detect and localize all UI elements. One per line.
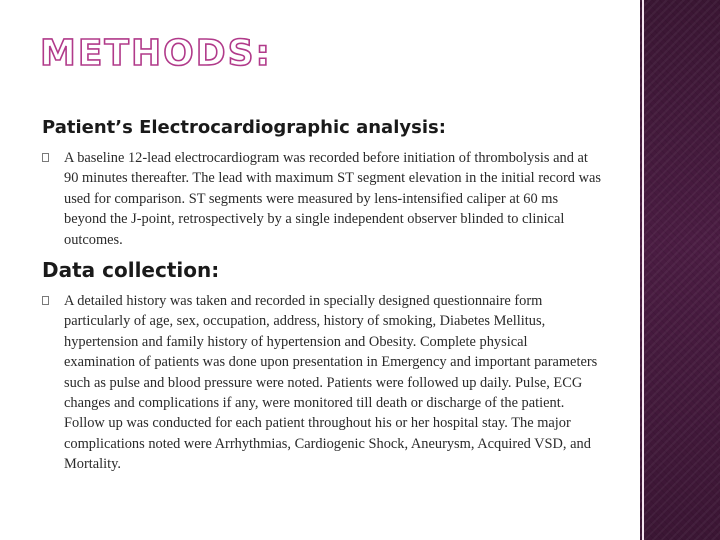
- section-heading-ecg-analysis: Patient’s Electrocardiographic analysis:: [42, 117, 446, 138]
- bullet-item-data-collection: [42, 291, 602, 475]
- bullet-text: A detailed history was taken and recorded in specially designed questionnaire form particularly of age, sex, occupation, address, history of smoking, Diabetes Mellitus, hypertension and family history of hypertension and Obesity. Complete physical examination of patients was done upon presentation in Emergency and important parameters such as pulse and blood pressure were noted. Patients were followed up daily. Pulse, ECG changes and complications if any, were monitored till death or discharge of the patient. Follow up was conducted for each patient throughout his or her hospital stay. The major complications noted were Arrhythmias, Cardiogenic Shock, Aneurysm, Acquired VSD, and Mortality.: [64, 293, 598, 473]
- decorative-side-panel: [640, 0, 720, 540]
- section-heading-data-collection: Data collection:: [42, 258, 220, 282]
- bullet-text: A baseline 12-lead electrocardiogram was recorded before initiation of thrombolysis and at 90 minutes thereafter. The lead with maximum ST segment elevation in the initial record was used for comparison. ST segments were measured by lens-intensified caliper at 60 ms beyond the J-point, retrospectively by a single independent observer blinded to clinical outcomes.: [64, 150, 601, 248]
- bullet-icon: [42, 153, 49, 162]
- side-panel-divider: [642, 0, 644, 540]
- slide-title: METHODS:: [40, 33, 272, 74]
- bullet-icon: [42, 296, 49, 305]
- bullet-item-ecg-analysis: [42, 148, 602, 250]
